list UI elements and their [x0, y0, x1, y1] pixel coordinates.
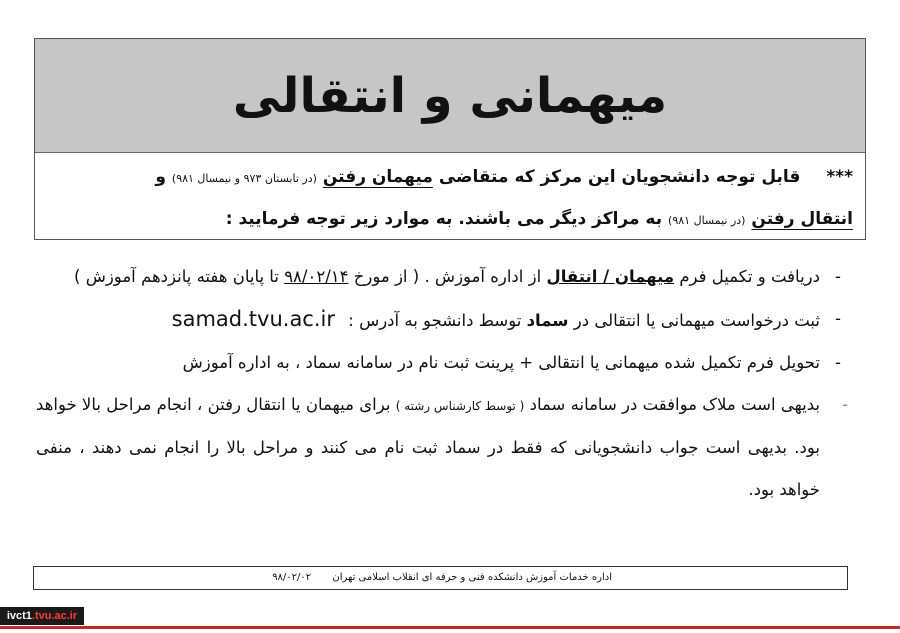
step1-text-c: از اداره آموزش . ( از مورخ [353, 267, 542, 286]
title-band [35, 39, 865, 153]
step4-note: ( توسط کارشناس رشته ) [395, 399, 525, 413]
list-item [36, 256, 848, 298]
list-item [36, 384, 848, 511]
step3-text: تحویل فرم تکمیل شده میهمانی یا انتقالی + پرینت ثبت نام در سامانه سماد ، به اداره آموزش [182, 353, 820, 372]
step2-text-c: توسط دانشجو به آدرس : [348, 311, 522, 330]
footer-office: اداره خدمات آموزش دانشکده فنی و حرفه ای انقلاب اسلامی تهران [332, 572, 612, 583]
samad-bold: سماد [526, 311, 569, 330]
step1-date: ۹۸/۰۲/۱۴ [284, 267, 349, 286]
transfer-go-label: انتقال رفتن [751, 209, 853, 229]
notice-text-1: قابل توجه دانشجویان این مرکز که متقاضی [438, 167, 801, 187]
dash-bullet: - [842, 395, 848, 414]
step1-text-a: دریافت و تکمیل فرم [679, 267, 820, 286]
guest-go-label: میهمان رفتن [322, 167, 433, 187]
dash-bullet: - [835, 353, 841, 372]
list-item [36, 342, 848, 384]
step2-text-a: ثبت درخواست میهمانی یا انتقالی در [573, 311, 820, 330]
header-frame [34, 38, 866, 240]
steps-list [36, 256, 848, 511]
footer-box [33, 566, 848, 590]
notice-and: و [155, 167, 166, 187]
bottom-accent-line [0, 626, 900, 629]
notice-paragraph [47, 157, 853, 241]
dash-bullet: - [835, 267, 841, 286]
footer-date: ۹۸/۰۲/۰۲ [272, 572, 312, 583]
step4-text-b: برای میهمان یا انتقال رفتن ، انجام مراحل بالا خواهد بود. بدیهی است جواب دانشجویانی که فقط در سماد ثبت نام می کنند و مراحل بالا را انجام نمی دهند ، منفی خواهد بود. [36, 395, 820, 499]
site-badge[interactable] [0, 607, 84, 625]
dash-bullet: - [835, 309, 841, 328]
badge-text-a: ivct1 [6, 610, 32, 622]
step1-text-e: تا پایان هفته پانزدهم آموزش ) [74, 267, 279, 286]
list-item [36, 298, 848, 342]
notice-text-2: به مراکز دیگر می باشند. به موارد زیر توجه فرمایید : [225, 209, 663, 229]
stars-mark: *** [826, 167, 853, 187]
step4-text-a: بدیهی است ملاک موافقت در سامانه سماد [529, 395, 821, 414]
transfer-go-note: (در نیمسال ۹۸۱) [668, 214, 746, 227]
page-title: میهمانی و انتقالی [232, 67, 668, 124]
samad-url-link[interactable]: samad.tvu.ac.ir [171, 307, 336, 331]
guest-transfer-form: میهمان / انتقال [546, 267, 675, 286]
guest-go-note: (در تابستان ۹۷۳ و نیمسال ۹۸۱) [171, 172, 317, 185]
badge-text-b: .tvu.ac.ir [31, 610, 78, 622]
